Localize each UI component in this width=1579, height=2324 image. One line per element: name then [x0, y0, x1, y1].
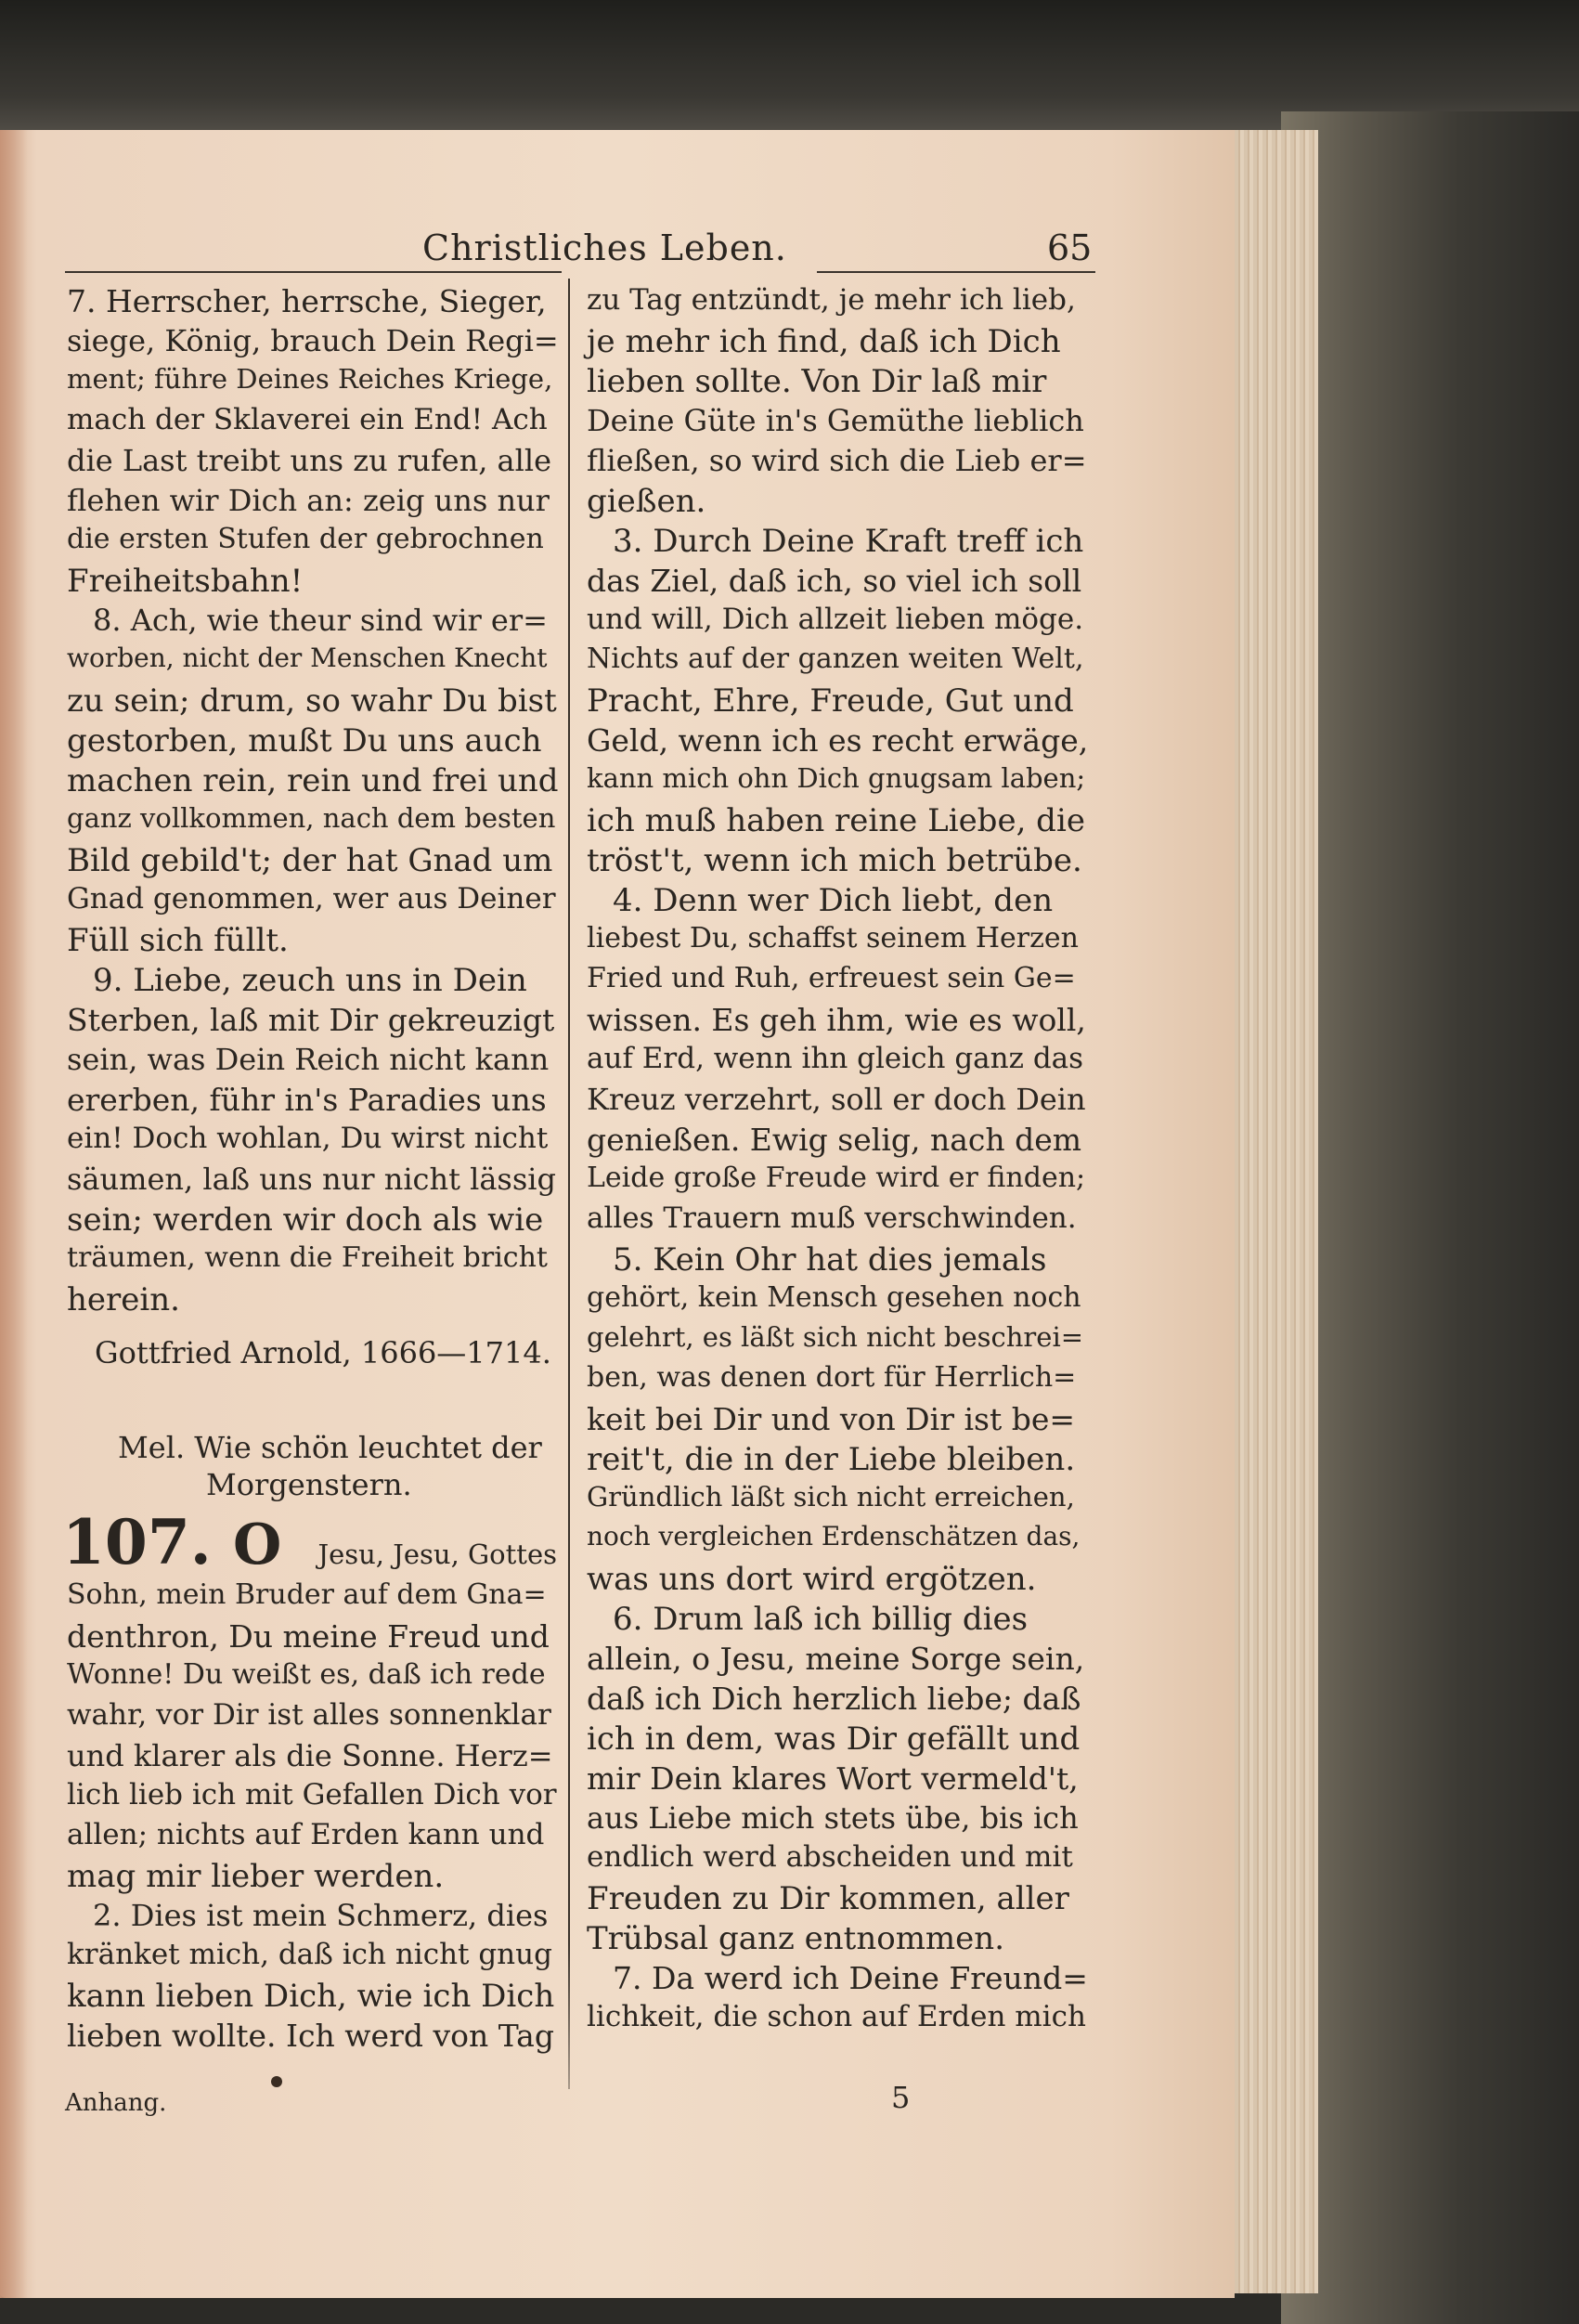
right-line: Leide große Freude wird er finden; — [587, 1162, 1086, 1194]
hymn-line: allen; nichts auf Erden kann und — [67, 1818, 545, 1851]
left-line: die Last treibt uns zu rufen, alle — [67, 443, 552, 478]
right-line: und will, Dich allzeit lieben möge. — [587, 603, 1084, 636]
right-line: wissen. Es geh ihm, wie es woll, — [587, 1002, 1086, 1038]
right-line: lieben sollte. Von Dir laß mir — [587, 363, 1047, 400]
right-line: das Ziel, daß ich, so viel ich soll — [587, 563, 1082, 599]
hymn-line: kann lieben Dich, wie ich Dich — [67, 1978, 555, 2015]
right-line: keit bei Dir und von Dir ist be= — [587, 1401, 1076, 1437]
left-line: siege, König, brauch Dein Regi= — [67, 323, 559, 358]
right-line: gelehrt, es läßt sich nicht beschrei= — [587, 1321, 1084, 1353]
right-line: Kreuz verzehrt, soll er doch Dein — [587, 1082, 1086, 1117]
hymn-first-line — [62, 1506, 557, 1578]
right-line: kann mich ohn Dich gnugsam laben; — [587, 762, 1086, 794]
right-line: noch vergleichen Erdenschätzen das, — [587, 1521, 1081, 1551]
hymn-line: Sohn, mein Bruder auf dem Gna= — [67, 1578, 547, 1611]
right-line: 6. Drum laß ich billig dies — [613, 1601, 1029, 1638]
left-line: ment; führe Deines Reiches Kriege, — [67, 363, 553, 395]
left-line: flehen wir Dich an: zeig uns nur — [67, 483, 550, 518]
right-line: aus Liebe mich stets übe, bis ich — [587, 1800, 1079, 1836]
left-line: Füll sich füllt. — [67, 922, 289, 959]
right-line: ich in dem, was Dir gefällt und — [587, 1720, 1081, 1758]
hymn-line: mag mir lieber werden. — [67, 1858, 445, 1895]
header-rule-left — [65, 271, 562, 273]
right-line: je mehr ich find, daß ich Dich — [587, 323, 1061, 360]
right-line: Nichts auf der ganzen weiten Welt, — [587, 643, 1084, 675]
right-line: Deine Güte in's Gemüthe lieblich — [587, 403, 1084, 438]
right-line: fließen, so wird sich die Lieb er= — [587, 443, 1087, 478]
right-line: Trübsal ganz entnommen. — [587, 1920, 1005, 1957]
hymn-number: 107. — [62, 1506, 212, 1578]
ink-spot — [271, 2076, 282, 2087]
right-line: alles Trauern muß verschwinden. — [587, 1201, 1077, 1235]
right-line: Freuden zu Dir kommen, aller — [587, 1880, 1069, 1917]
left-line: ein! Doch wohlan, Du wirst nicht — [67, 1122, 549, 1155]
hymn-line: 2. Dies ist mein Schmerz, dies — [93, 1898, 549, 1933]
hymn-line: lieben wollte. Ich werd von Tag — [67, 2018, 554, 2054]
left-line: Sterben, laß mit Dir gekreuzigt — [67, 1002, 555, 1038]
left-line: ganz vollkommen, nach dem besten — [67, 802, 556, 834]
running-head: Christliches Leben. — [422, 227, 787, 268]
right-line: was uns dort wird ergötzen. — [587, 1561, 1037, 1598]
right-line: 4. Denn wer Dich liebt, den — [613, 882, 1054, 919]
left-line: träumen, wenn die Freiheit bricht — [67, 1241, 548, 1274]
right-line: auf Erd, wenn ihn gleich ganz das — [587, 1042, 1084, 1075]
right-line: lichkeit, die schon auf Erden mich — [587, 2000, 1086, 2033]
book-cover-edge — [1281, 111, 1579, 2324]
left-line: herein. — [67, 1281, 180, 1318]
left-line: die ersten Stufen der gebrochnen — [67, 523, 544, 555]
right-line: endlich werd abscheiden und mit — [587, 1840, 1073, 1874]
left-line: ererben, führ in's Paradies uns — [67, 1082, 547, 1118]
left-line: 9. Liebe, zeuch uns in Dein — [93, 962, 527, 999]
right-line: mir Dein klares Wort vermeld't, — [587, 1760, 1079, 1797]
column-divider — [568, 279, 570, 2089]
hymn-line: Jesu, Jesu, Gottes — [317, 1539, 557, 1570]
hymn-line: lich lieb ich mit Gefallen Dich vor — [67, 1778, 557, 1811]
right-line: Fried und Ruh, erfreuest sein Ge= — [587, 962, 1076, 994]
right-line: zu Tag entzündt, je mehr ich lieb, — [587, 283, 1076, 317]
right-line: Pracht, Ehre, Freude, Gut und — [587, 682, 1074, 720]
author-attribution: Gottfried Arnold, 1666—1714. — [95, 1335, 551, 1370]
right-line: gießen. — [587, 483, 706, 520]
right-line: Geld, wenn ich es recht erwäge, — [587, 722, 1089, 759]
initial-letter: O — [232, 1513, 282, 1577]
hymn-line: wahr, vor Dir ist alles sonnenklar — [67, 1698, 551, 1732]
left-line: sein; werden wir doch als wie — [67, 1201, 544, 1239]
left-line: Freiheitsbahn! — [67, 563, 304, 600]
hymn-line: denthron, Du meine Freud und — [67, 1618, 550, 1655]
signature-mark: 5 — [891, 2080, 911, 2115]
right-line: gehört, kein Mensch gesehen noch — [587, 1281, 1081, 1314]
left-line: machen rein, rein und frei und — [67, 762, 559, 799]
right-line: genießen. Ewig selig, nach dem — [587, 1122, 1082, 1158]
left-line: sein, was Dein Reich nicht kann — [67, 1042, 550, 1077]
melody-line: Morgenstern. — [206, 1467, 412, 1502]
right-line: ben, was denen dort für Herrlich= — [587, 1361, 1077, 1394]
left-line: worben, nicht der Menschen Knecht — [67, 643, 548, 673]
right-line: 3. Durch Deine Kraft treff ich — [613, 523, 1084, 560]
left-line: mach der Sklaverei ein End! Ach — [67, 403, 548, 436]
right-line: allein, o Jesu, meine Sorge sein, — [587, 1641, 1085, 1677]
footer-note: Anhang. — [65, 2089, 167, 2117]
right-line: reit't, die in der Liebe bleiben. — [587, 1441, 1076, 1478]
left-line: gestorben, mußt Du uns auch — [67, 722, 542, 760]
left-line: 8. Ach, wie theur sind wir er= — [93, 603, 548, 638]
left-line: Gnad genommen, wer aus Deiner — [67, 882, 556, 915]
left-line: zu sein; drum, so wahr Du bist — [67, 682, 557, 720]
left-line: 7. Herrscher, herrsche, Sieger, — [67, 283, 547, 319]
hymn-line: und klarer als die Sonne. Herz= — [67, 1738, 553, 1773]
melody-line: Mel. Wie schön leuchtet der — [118, 1430, 542, 1465]
right-line: 7. Da werd ich Deine Freund= — [613, 1960, 1088, 1996]
right-line: tröst't, wenn ich mich betrübe. — [587, 842, 1082, 879]
header-rule-right — [817, 271, 1095, 273]
hymn-line: kränket mich, daß ich nicht gnug — [67, 1938, 552, 1971]
hymn-line: Wonne! Du weißt es, daß ich rede — [67, 1658, 546, 1691]
left-line: säumen, laß uns nur nicht lässig — [67, 1162, 556, 1197]
page-number: 65 — [1047, 227, 1093, 268]
left-line: Bild gebild't; der hat Gnad um — [67, 842, 553, 879]
right-line: Gründlich läßt sich nicht erreichen, — [587, 1481, 1075, 1513]
right-line: 5. Kein Ohr hat dies jemals — [613, 1241, 1047, 1279]
right-line: liebest Du, schaffst seinem Herzen — [587, 922, 1079, 954]
right-line: daß ich Dich herzlich liebe; daß — [587, 1681, 1081, 1717]
right-line: ich muß haben reine Liebe, die — [587, 802, 1085, 839]
